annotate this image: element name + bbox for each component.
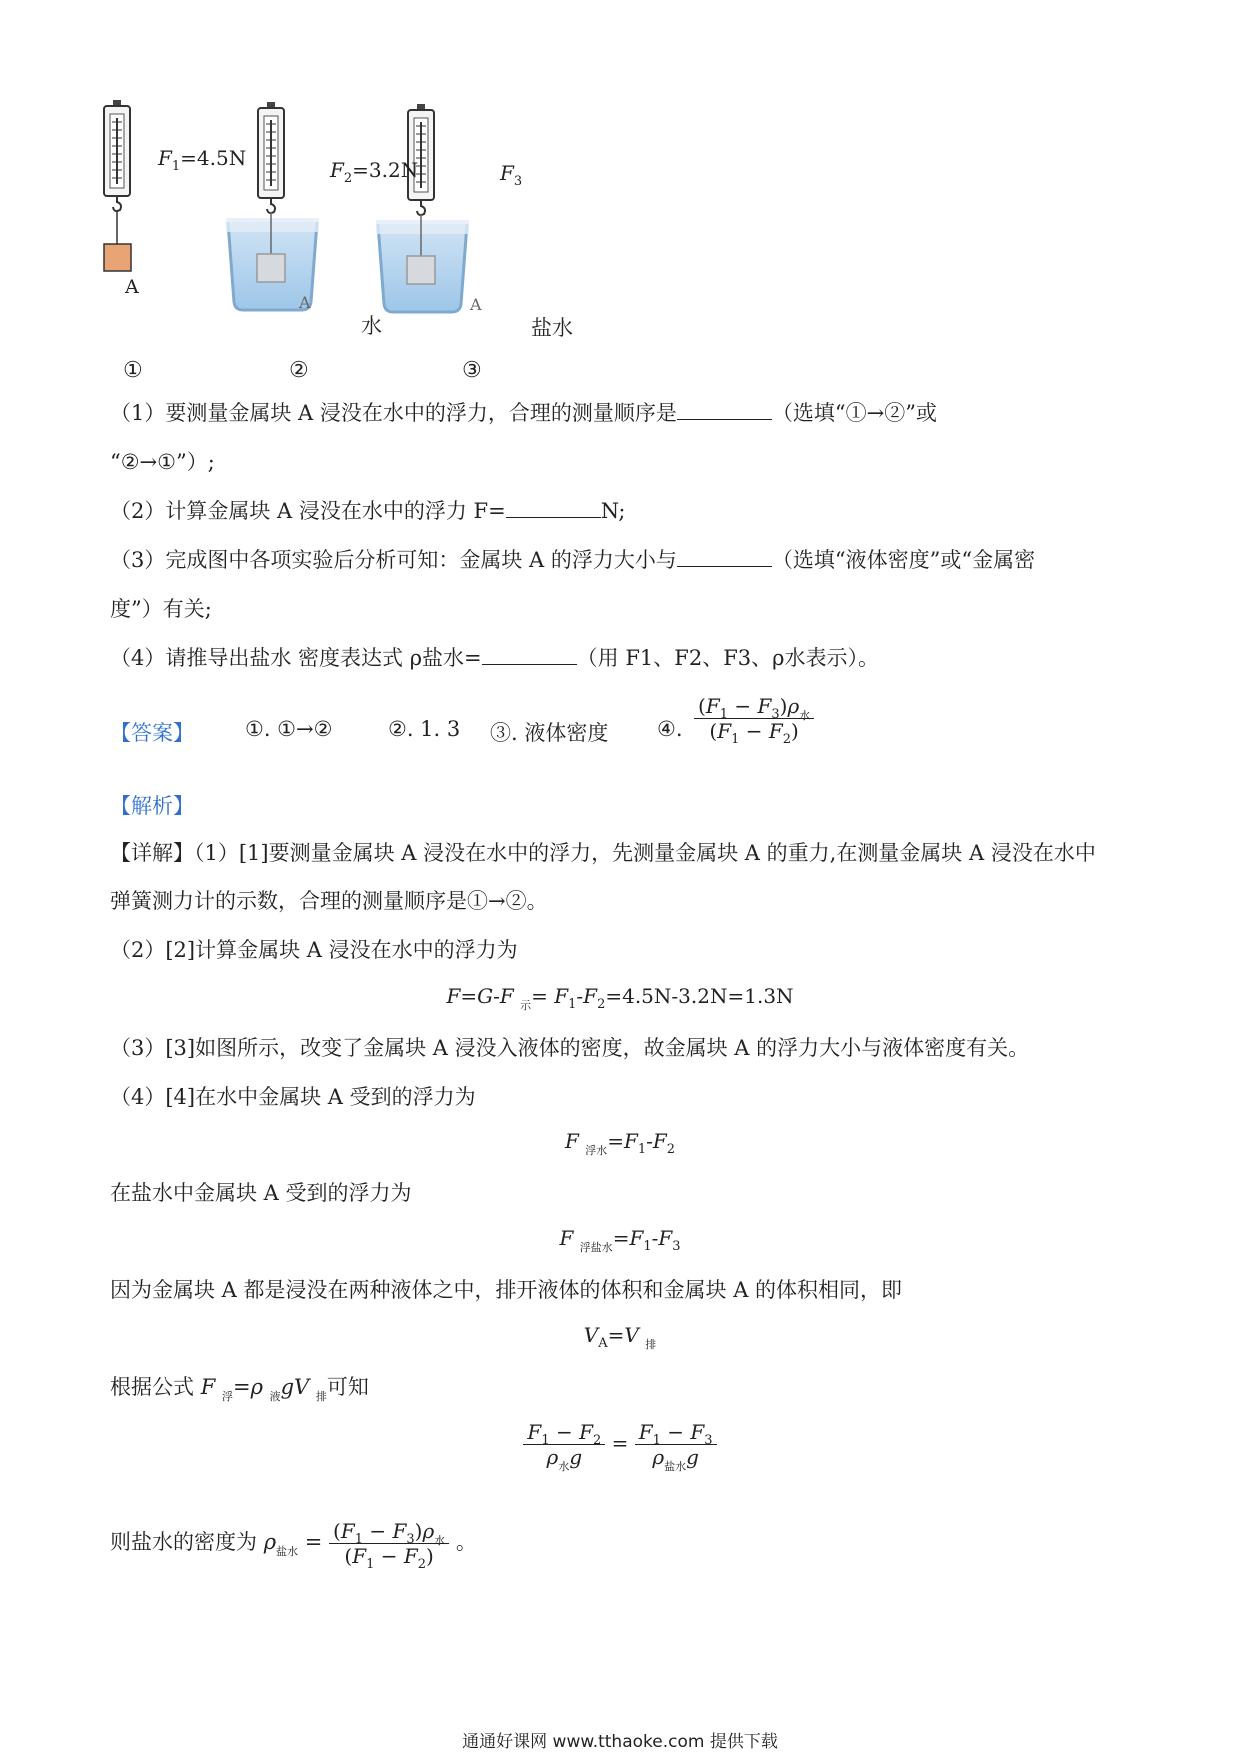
analysis-p3: （3）[3]如图所示，改变了金属块 A 浸没入液体的密度，故金属块 A 的浮力大小与液体密度有关。 [110, 1036, 1030, 1060]
answer-blank-2 [506, 497, 601, 518]
step-label-3: ③ [462, 358, 482, 383]
answer-4-formula: $\frac{(F_1 - F_3)\rho_水}{(F_1 - F_2)}$ [694, 694, 814, 743]
f3-label: $F_3$ [500, 161, 523, 189]
answer-tag: 【答案】 [110, 721, 194, 745]
block-label: A [125, 276, 139, 298]
answer-4-prefix: ④. [657, 717, 683, 741]
question-1: （1）要测量金属块 A 浸没在水中的浮力，合理的测量顺序是 （选填“①→②”或 [110, 401, 937, 425]
footer: 通通好课网 www.tthaoke.com 提供下载 [462, 1732, 778, 1752]
answer-1: ①. ①→② [245, 717, 333, 741]
question-4: （4）请推导出盐水 密度表达式 ρ盐水= （用 F1、F2、F3、ρ水表示）。 [110, 646, 879, 670]
analysis-p1: 【详解】（1）[1]要测量金属块 A 浸没在水中的浮力，先测量金属块 A 的重力,在测量金属块 A 浸没在水中 [110, 841, 1096, 865]
answer-blank-3 [677, 546, 772, 567]
analysis-p8: 则盐水的密度为 $\rho_{盐水}$ = $\frac{(F_1 - F_3)\rho_水}{(F_1 - F_2)}$ 。 [110, 1519, 477, 1572]
spring-scale-diagram [100, 92, 600, 382]
analysis-p5: 在盐水中金属块 A 受到的浮力为 [110, 1181, 412, 1205]
salt-water-label: 盐水 [531, 316, 573, 340]
question-3-cont: 度”）有关; [110, 597, 212, 621]
analysis-p4: （4）[4]在水中金属块 A 受到的浮力为 [110, 1085, 476, 1109]
equation-4: $V_A=V$ $_排$ [583, 1323, 657, 1351]
answer-2: ②. 1. 3 [388, 717, 461, 741]
water-label: 水 [361, 314, 382, 338]
analysis-tag: 【解析】 [110, 794, 194, 818]
question-1-cont: “②→①”）; [110, 450, 215, 474]
spring-scale-3 [376, 104, 469, 312]
analysis-p7: 根据公式 F $_浮$=ρ $_液$gV $_排$可知 [110, 1375, 369, 1403]
f1-label: $F_1=4.5N$ [158, 146, 247, 174]
f2-label: $F_2=3.2N$ [330, 158, 419, 186]
block-label-3: A [470, 295, 482, 314]
answer-3: ③. 液体密度 [490, 721, 609, 745]
question-3: （3）完成图中各项实验后分析可知：金属块 A 的浮力大小与 （选填“液体密度”或“金属密 [110, 548, 1036, 572]
analysis-p6: 因为金属块 A 都是浸没在两种液体之中，排开液体的体积和金属块 A 的体积相同，即 [110, 1278, 903, 1302]
analysis-p2: （2）[2]计算金属块 A 浸没在水中的浮力为 [110, 938, 518, 962]
analysis-p1-cont: 弹簧测力计的示数，合理的测量顺序是①→②。 [110, 889, 548, 913]
equation-3: F $_{浮盐水}=F_1-F_3$ [559, 1226, 681, 1254]
answer-blank-1 [677, 399, 772, 420]
step-label-1: ① [123, 358, 143, 383]
step-label-2: ② [289, 358, 309, 383]
equation-1: F=G-F $_示= F_1-F_2=4.5N-3.2N=1.3N$ [446, 984, 794, 1012]
equation-5: $\frac{F_1 - F_2}{\rho_水g}$ = $\frac{F_1 - F_3}{\rho_{盐水}g}$ [0, 1420, 1240, 1469]
spring-scale-2 [226, 102, 319, 310]
equation-2: F $_{浮水}=F_1-F_2$ [564, 1129, 676, 1157]
answer-blank-4 [482, 644, 577, 665]
question-2: （2）计算金属块 A 浸没在水中的浮力 F= N; [110, 499, 626, 523]
spring-scale-1 [104, 100, 131, 271]
block-label-2: A [299, 293, 311, 312]
